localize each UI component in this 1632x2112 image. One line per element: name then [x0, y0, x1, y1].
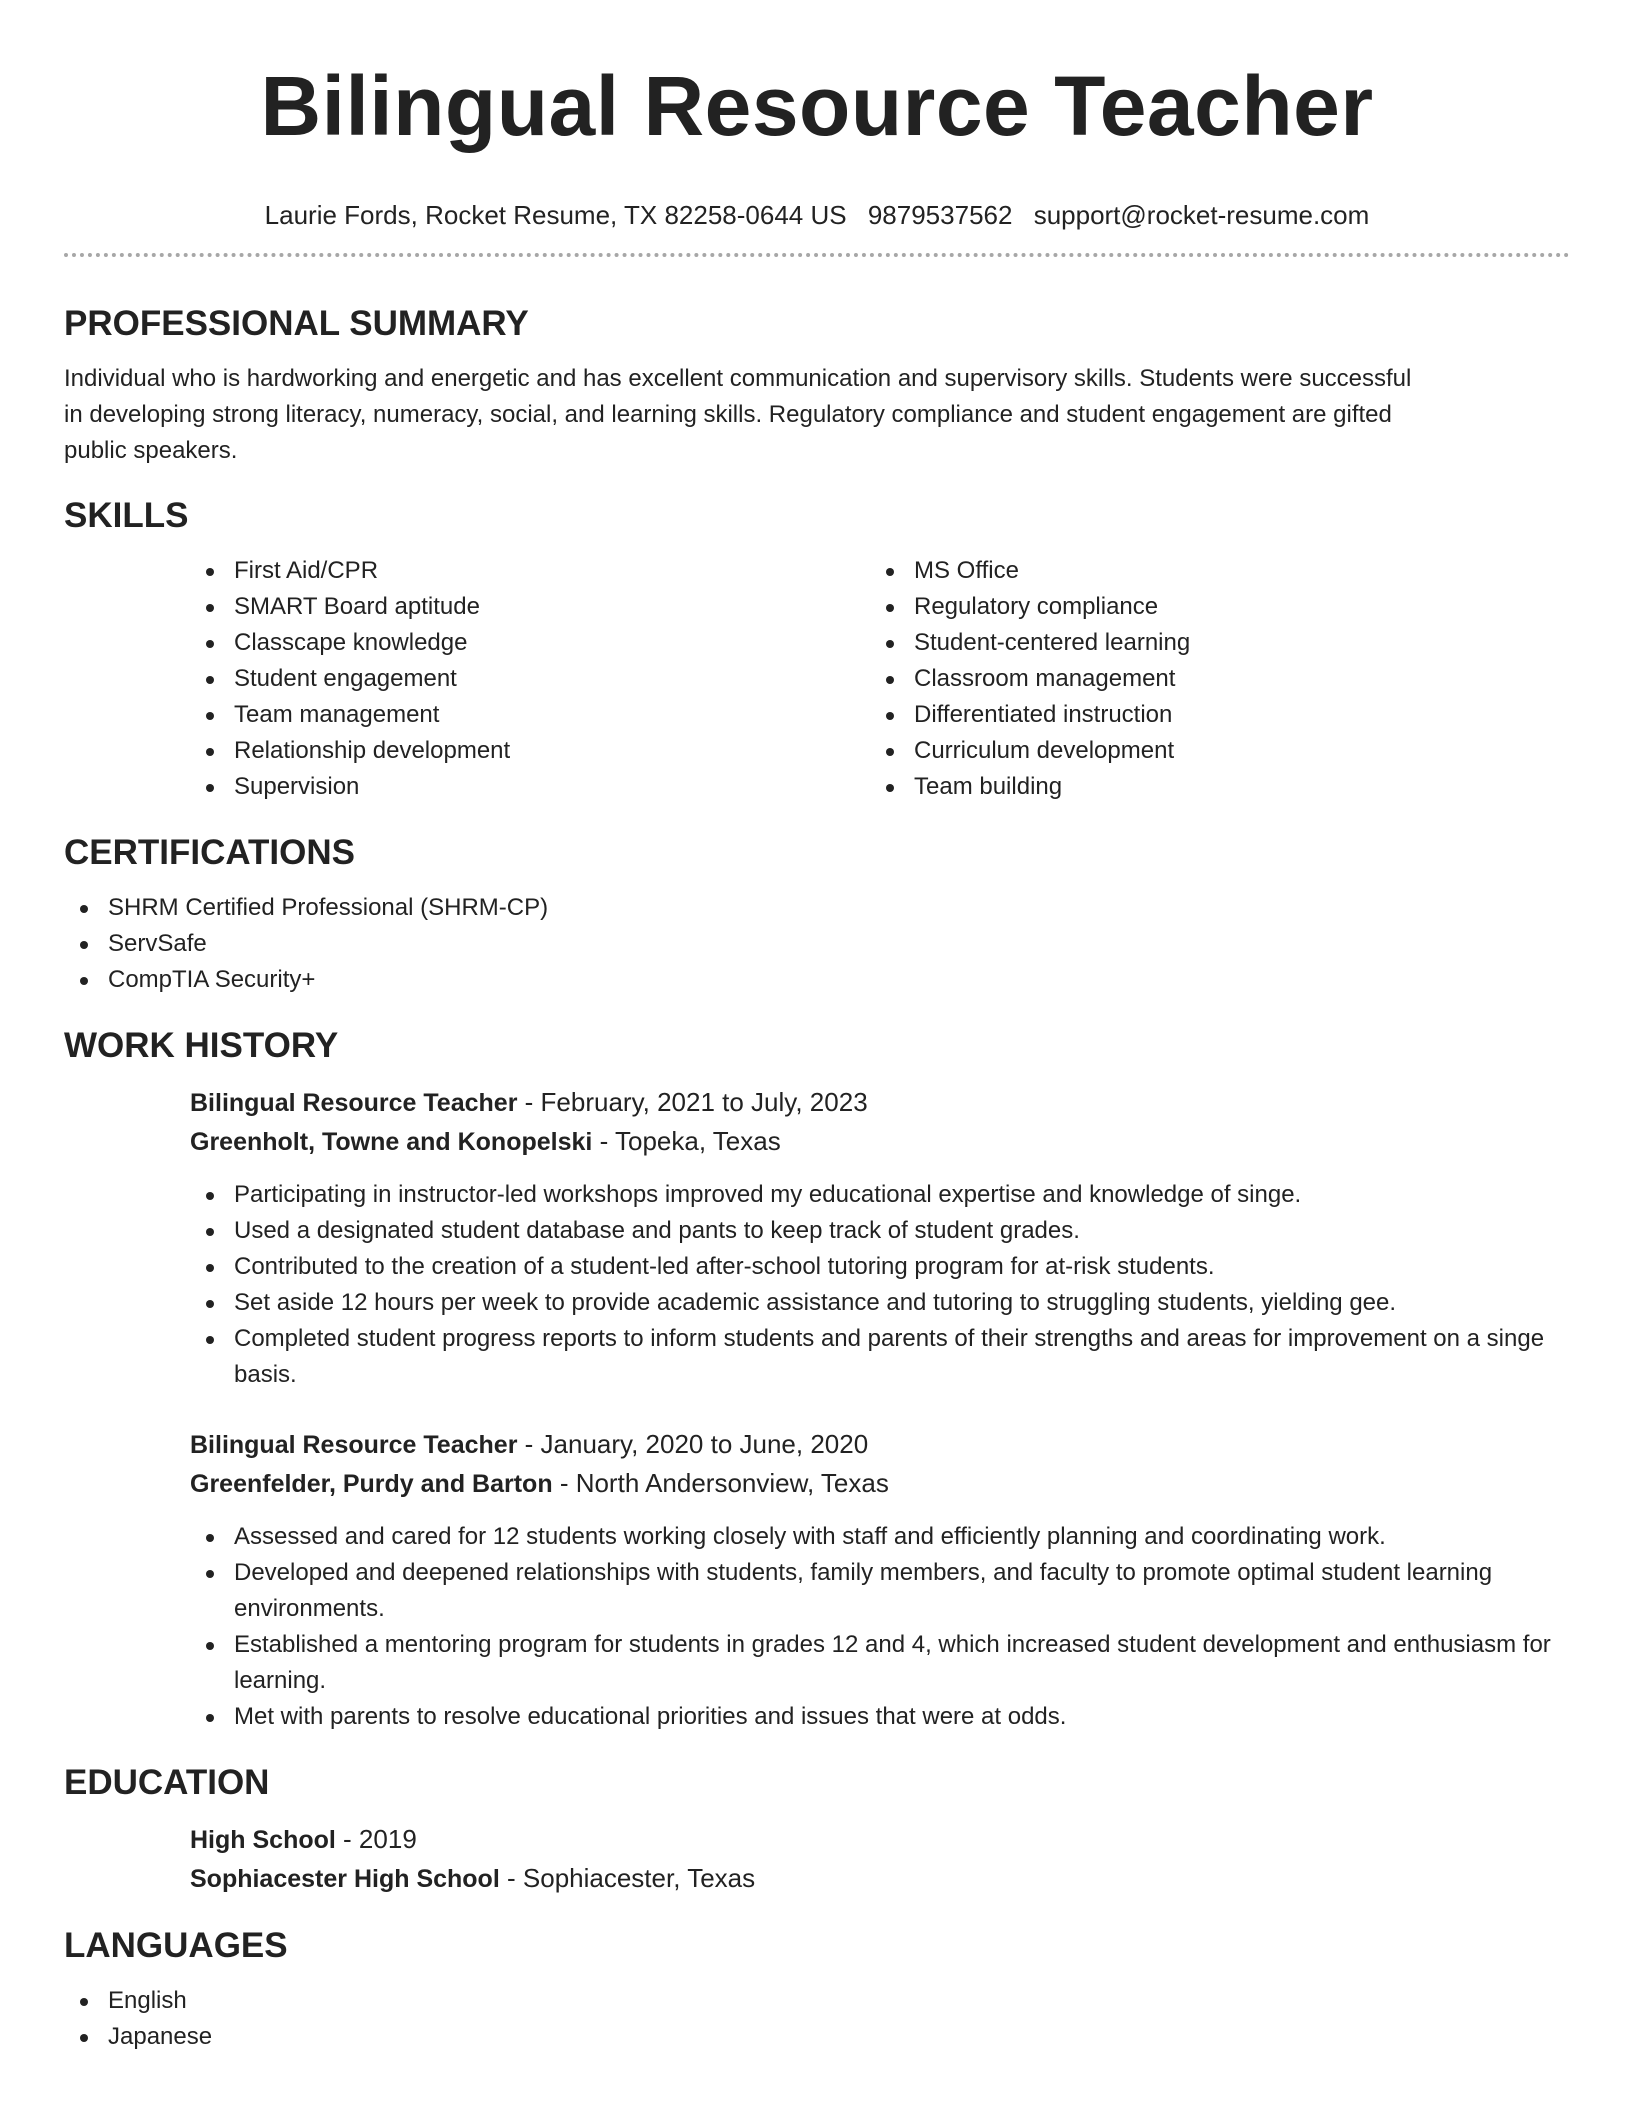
candidate-name: Bilingual Resource Teacher — [260, 59, 1374, 153]
skills-title: SKILLS — [64, 496, 189, 535]
skill-item: Curriculum development — [870, 733, 1550, 769]
job-company: Greenfelder, Purdy and Barton — [190, 1470, 553, 1498]
education-school: Sophiacester High School — [190, 1865, 500, 1893]
job-dates: - January, 2020 to June, 2020 — [517, 1429, 869, 1459]
education-year: - 2019 — [335, 1824, 417, 1854]
education-degree: High School — [190, 1826, 336, 1854]
language-item: English — [64, 1983, 1570, 2019]
certification-item: SHRM Certified Professional (SHRM-CP) — [64, 890, 1570, 926]
skill-item: Team building — [870, 769, 1550, 805]
certification-item: ServSafe — [64, 926, 1570, 962]
job-role-line — [190, 1425, 1570, 1464]
job-entry — [190, 1425, 1570, 1735]
languages-title: LANGUAGES — [64, 1926, 288, 1965]
education-location: - Sophiacester, Texas — [499, 1863, 756, 1893]
languages-list — [64, 1983, 1570, 2055]
job-duty-item: Met with parents to resolve educational priorities and issues that were at odds. — [190, 1699, 1570, 1735]
job-duty-item: Established a mentoring program for students in grades 12 and 4, which increased student development and enthusiasm for learning. — [190, 1627, 1570, 1699]
job-dates: - February, 2021 to July, 2023 — [517, 1087, 868, 1117]
skills-left-column — [190, 553, 870, 805]
contact-phone: 9879537562 — [867, 200, 1013, 230]
job-duty-item: Completed student progress reports to inform students and parents of their strengths and areas for improvement on a singe basis. — [190, 1321, 1570, 1393]
skills-list — [190, 553, 1570, 805]
skills-right-column — [870, 553, 1550, 805]
summary-section — [64, 302, 1570, 469]
skill-item: MS Office — [870, 553, 1550, 589]
job-duties — [190, 1519, 1570, 1735]
job-duty-item: Developed and deepened relationships with students, family members, and faculty to promote optimal student learning environments. — [190, 1555, 1570, 1627]
work-history-section — [64, 1024, 1570, 1735]
contact-line — [64, 198, 1570, 232]
skill-item: Classroom management — [870, 661, 1550, 697]
header-divider — [64, 253, 1570, 257]
certifications-title: CERTIFICATIONS — [64, 833, 356, 872]
job-company-line — [190, 1122, 1570, 1161]
skill-item: Team management — [190, 697, 870, 733]
languages-section — [64, 1924, 1570, 2055]
job-duty-item: Set aside 12 hours per week to provide academic assistance and tutoring to struggling students, yielding gee. — [190, 1285, 1570, 1321]
job-duty-item: Participating in instructor-led workshops improved my educational expertise and knowledge of singe. — [190, 1177, 1570, 1213]
certification-item: CompTIA Security+ — [64, 962, 1570, 998]
job-duty-item: Assessed and cared for 12 students working closely with staff and efficiently planning and coordinating work. — [190, 1519, 1570, 1555]
skill-item: Student-centered learning — [870, 625, 1550, 661]
job-role: Bilingual Resource Teacher — [190, 1431, 518, 1459]
education-entry — [190, 1820, 1570, 1898]
contact-address: Laurie Fords, Rocket Resume, TX 82258-0644 US — [264, 200, 847, 230]
skill-item: Relationship development — [190, 733, 870, 769]
skill-item: SMART Board aptitude — [190, 589, 870, 625]
job-role-line — [190, 1083, 1570, 1122]
language-item: Japanese — [64, 2019, 1570, 2055]
job-role: Bilingual Resource Teacher — [190, 1089, 518, 1117]
summary-title: PROFESSIONAL SUMMARY — [64, 304, 529, 343]
skill-item: Student engagement — [190, 661, 870, 697]
job-location: - Topeka, Texas — [592, 1126, 781, 1156]
skill-item: Supervision — [190, 769, 870, 805]
job-duty-item: Contributed to the creation of a student-led after-school tutoring program for at-risk students. — [190, 1249, 1570, 1285]
skills-section — [64, 494, 1570, 805]
job-entry — [190, 1083, 1570, 1393]
certifications-section — [64, 831, 1570, 998]
education-degree-line — [190, 1820, 1570, 1859]
contact-email: support@rocket-resume.com — [1033, 200, 1370, 230]
job-company: Greenholt, Towne and Konopelski — [190, 1128, 593, 1156]
job-location: - North Andersonview, Texas — [552, 1468, 889, 1498]
education-section — [64, 1761, 1570, 1898]
work-history-title: WORK HISTORY — [64, 1026, 339, 1065]
job-company-line — [190, 1464, 1570, 1503]
skill-item: Regulatory compliance — [870, 589, 1550, 625]
job-duties — [190, 1177, 1570, 1393]
job-duty-item: Used a designated student database and pants to keep track of student grades. — [190, 1213, 1570, 1249]
education-title: EDUCATION — [64, 1763, 270, 1802]
resume-page — [64, 0, 1570, 2055]
skill-item: First Aid/CPR — [190, 553, 870, 589]
certifications-list — [64, 890, 1570, 998]
skill-item: Classcape knowledge — [190, 625, 870, 661]
skill-item: Differentiated instruction — [870, 697, 1550, 733]
education-school-line — [190, 1859, 1570, 1898]
summary-text: Individual who is hardworking and energetic and has excellent communication and supervisory skills. Students were successful in developing strong literacy, numeracy, social, and learning skills. Regulatory compliance and student engagement are gifted public speakers. — [64, 365, 1412, 464]
